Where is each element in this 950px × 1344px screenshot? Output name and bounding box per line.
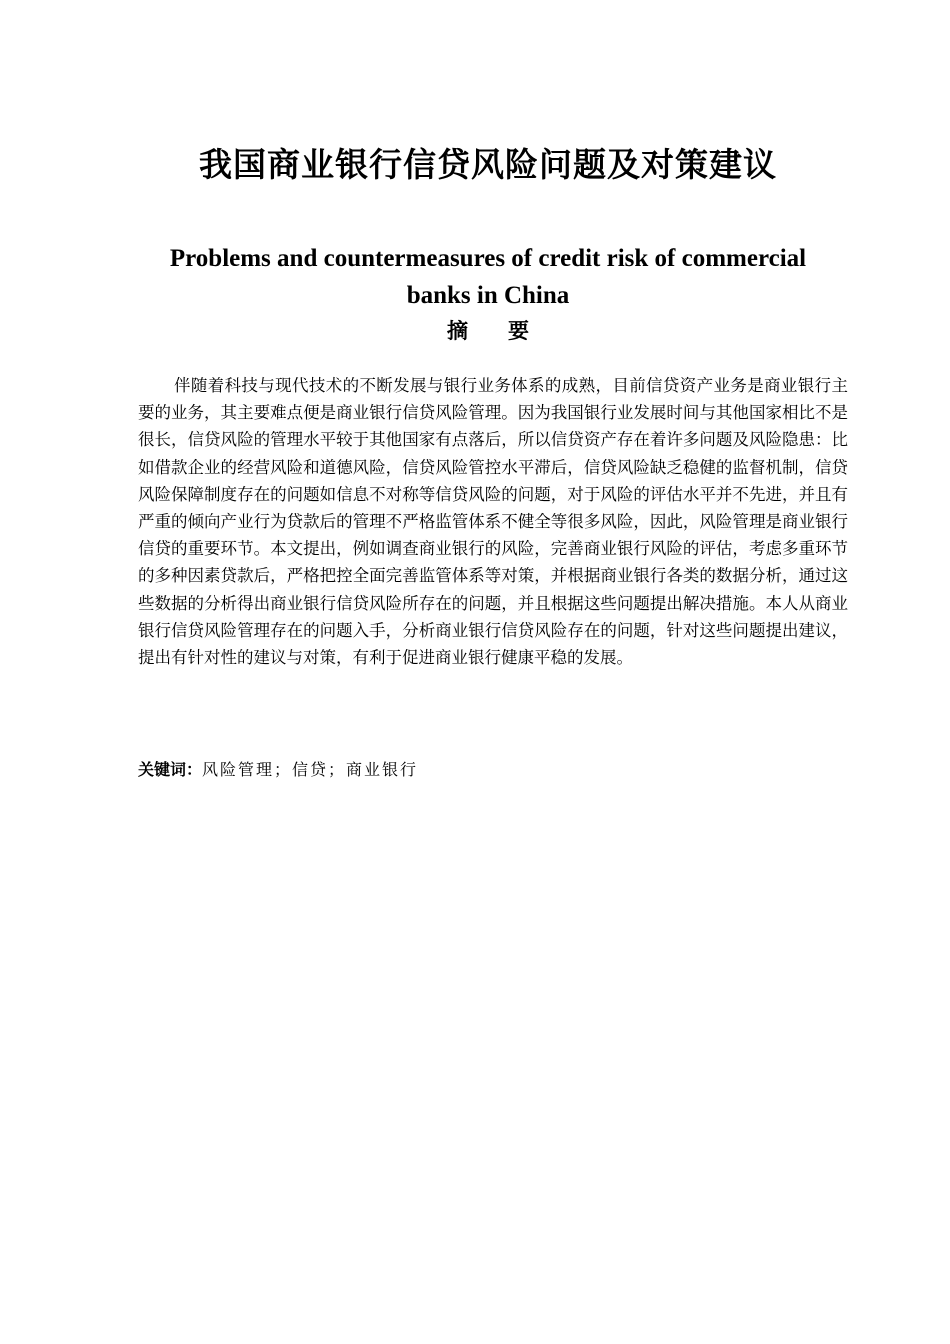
keywords-line — [138, 757, 838, 783]
keywords-value: 风险管理；信贷；商业银行 — [202, 760, 419, 779]
abstract-paragraph: 伴随着科技与现代技术的不断发展与银行业务体系的成熟，目前信贷资产业务是商业银行主要的业务，其主要难点便是商业银行信贷风险管理。因为我国银行业发展时间与其他国家相比不是很长，信贷风险的管理水平较于其他国家有点落后，所以信贷资产存在着许多问题及风险隐患：比如借款企业的经营风险和道德风险，信贷风险管控水平滞后，信贷风险缺乏稳健的监督机制，信贷风险保障制度存在的问题如信息不对称等信贷风险的问题，对于风险的评估水平并不先进，并且有严重的倾向产业行为贷款后的管理不严格监管体系不健全等很多风险，因此，风险管理是商业银行信贷的重要环节。本文提出，例如调查商业银行的风险，完善商业银行风险的评估，考虑多重环节的多种因素贷款后，严格把控全面完善监管体系等对策，并根据商业银行各类的数据分析，通过这些数据的分析得出商业银行信贷风险所存在的问题，并且根据这些问题提出解决措施。本人从商业银行信贷风险管理存在的问题入手，分析商业银行信贷风险存在的问题，针对这些问题提出建议，提出有针对性的建议与对策，有利于促进商业银行健康平稳的发展。 — [138, 376, 848, 668]
abstract-heading: 摘要 — [447, 319, 569, 343]
english-title: Problems and countermeasures of credit risk of commercial banks in China — [169, 245, 807, 309]
keywords-label: 关键词： — [138, 760, 203, 779]
chinese-title: 我国商业银行信贷风险问题及对策建议 — [199, 145, 777, 184]
